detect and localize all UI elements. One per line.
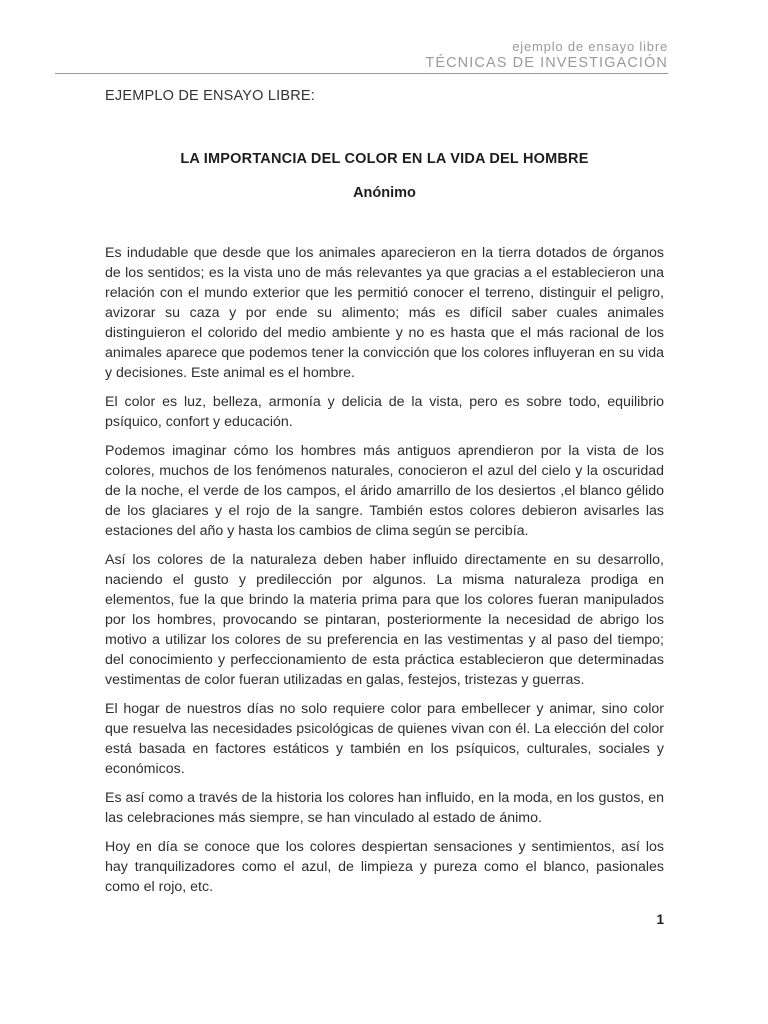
page-header — [55, 40, 668, 74]
essay-author: Anónimo — [353, 185, 416, 201]
paragraph-3: Podemos imaginar cómo los hombres más antiguos aprendieron por la vista de los colores, muchos de los fenómenos naturales, conocieron el azul del cielo y la oscuridad de la noche, el verde de los campos, el árido amarrillo de los desiertos ,el blanco gélido de los glaciares y el rojo de la sangre. También estos colores debieron avisarles las estaciones del año y hasta los cambios de clima según se percibía. — [105, 443, 664, 539]
paragraph-7: Hoy en día se conoce que los colores despiertan sensaciones y sentimientos, así los hay tranquilizadores como el azul, de limpieza y pureza como el blanco, pasionales como el rojo, etc. — [105, 839, 664, 895]
page-number: 1 — [656, 912, 664, 927]
header-running-title: ejemplo de ensayo libre — [512, 39, 668, 54]
paragraph-6: Es así como a través de la historia los colores han influido, en la moda, en los gustos, en las celebraciones más siempre, se han vinculado al estado de ánimo. — [105, 790, 664, 826]
paragraph-4: Así los colores de la naturaleza deben haber influido directamente en su desarrollo, naciendo el gusto y predilección por algunos. La misma naturaleza prodiga en elementos, fue la que brindo la materia prima para que los colores fueran manipulados por los hombres, provocando se pintaran, posteriormente la necesidad de abrigo los motivo a utilizar los colores de su preferencia en las vestimentas y al paso del tiempo; del conocimiento y perfeccionamiento de esta práctica establecieron que determinadas vestimentas de color fueran utilizadas en galas, festejos, tristezas y guerras. — [105, 552, 664, 688]
essay-title: LA IMPORTANCIA DEL COLOR EN LA VIDA DEL HOMBRE — [180, 151, 589, 167]
paragraph-1: Es indudable que desde que los animales aparecieron en la tierra dotados de órganos de los sentidos; es la vista uno de más relevantes ya que gracias a el establecieron una relación con el mundo exterior que les permitió conocer el terreno, distinguir el peligro, avizorar su caza y por ende su alimento; más es difícil saber cuales animales distinguieron el colorido del medio ambiente y no es hasta que el más racional de los animales aparece que podemos tener la convicción que los colores influyeran en su vida y decisiones. Este animal es el hombre. — [105, 245, 664, 381]
document-content — [105, 88, 664, 906]
section-heading: EJEMPLO DE ENSAYO LIBRE: — [105, 88, 316, 104]
header-subject: TÉCNICAS DE INVESTIGACIÓN — [425, 54, 668, 71]
paragraph-5: El hogar de nuestros días no solo requiere color para embellecer y animar, sino color que resuelva las necesidades psicológicas de quienes vivan con él. La elección del color está basada en factores estáticos y también en los psíquicos, culturales, sociales y económicos. — [105, 701, 664, 777]
essay-body — [105, 243, 664, 897]
paragraph-2: El color es luz, belleza, armonía y delicia de la vista, pero es sobre todo, equilibrio psíquico, confort y educación. — [105, 394, 664, 430]
